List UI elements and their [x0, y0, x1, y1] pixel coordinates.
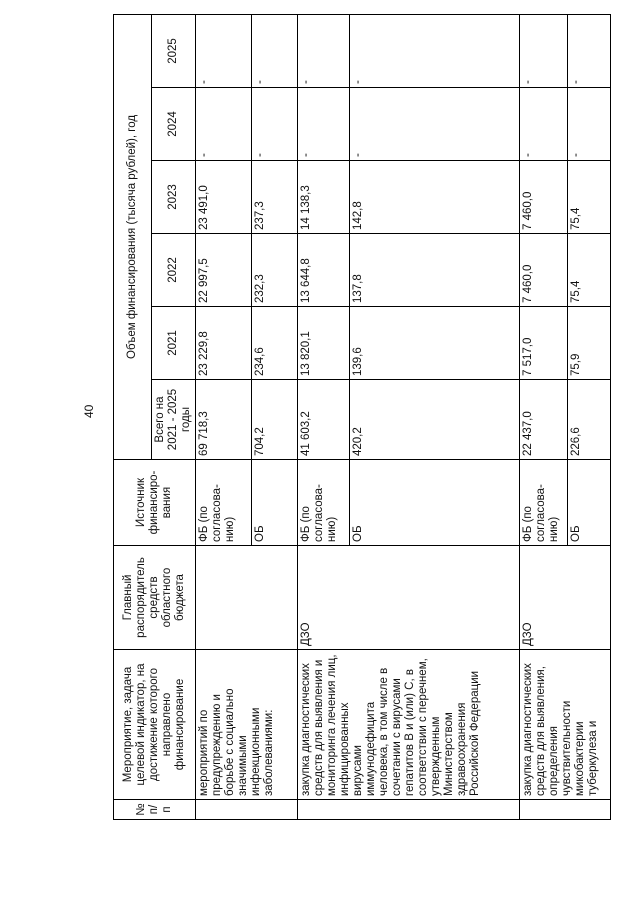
- row-value-2025: -: [196, 14, 252, 87]
- row-source: ОБ: [568, 460, 611, 546]
- header-num: № п/п: [114, 800, 196, 820]
- row-source: ФБ (по согласова-нию): [520, 460, 568, 546]
- header-total: Всего на 2021 - 2025 годы: [152, 380, 196, 460]
- table-row: [520, 14, 568, 819]
- row-activity: закупка диагностических средств для выявления, определения чувствительности микобактерии туберкулеза и: [520, 650, 611, 800]
- row-value-2025: -: [252, 14, 298, 87]
- row-num: [196, 800, 298, 820]
- row-value-2021: 23 229,8: [196, 307, 252, 380]
- row-value-2022: 13 644,8: [298, 234, 350, 307]
- row-value-2022: 137,8: [350, 234, 520, 307]
- row-value-2023: 7 460,0: [520, 161, 568, 234]
- row-source: ОБ: [350, 460, 520, 546]
- row-value-2021: 75,9: [568, 307, 611, 380]
- row-activity: мероприятий по предупреждению и борьбе с социально значимыми инфекционными заболеваниями:: [196, 650, 298, 800]
- row-value-2024: -: [520, 88, 568, 161]
- row-value-2023: 142,8: [350, 161, 520, 234]
- row-value-2025: -: [350, 14, 520, 87]
- row-value-2022: 22 997,5: [196, 234, 252, 307]
- row-total: 420,2: [350, 380, 520, 460]
- row-value-2024: -: [196, 88, 252, 161]
- header-year-2022: 2022: [152, 234, 196, 307]
- row-value-2021: 7 517,0: [520, 307, 568, 380]
- row-total: 41 603,2: [298, 380, 350, 460]
- table-row: [298, 14, 350, 819]
- funding-table: [113, 14, 611, 820]
- header-year-2023: 2023: [152, 161, 196, 234]
- row-value-2024: -: [298, 88, 350, 161]
- row-value-2023: 75,4: [568, 161, 611, 234]
- row-total: 704,2: [252, 380, 298, 460]
- row-value-2025: -: [520, 14, 568, 87]
- row-value-2024: -: [252, 88, 298, 161]
- row-value-2021: 234,6: [252, 307, 298, 380]
- row-value-2023: 14 138,3: [298, 161, 350, 234]
- row-value-2022: 7 460,0: [520, 234, 568, 307]
- row-value-2025: -: [298, 14, 350, 87]
- row-manager: [196, 546, 298, 650]
- row-source: ФБ (по согласова-нию): [196, 460, 252, 546]
- row-manager: ДЗО: [298, 546, 520, 650]
- row-activity: закупка диагностических средств для выявления и мониторинга лечения лиц, инфицированных вирусами иммунодефицита человека, в том числе в сочетании с вирусами гепатитов B и (или) C, в соответствии с перечнем, утвержденным Министерством здравоохранения Российской Федерации: [298, 650, 520, 800]
- header-funding-group: Объем финансирования (тысяча рублей), год: [114, 14, 152, 459]
- header-year-2021: 2021: [152, 307, 196, 380]
- row-num: [520, 800, 611, 820]
- row-value-2021: 13 820,1: [298, 307, 350, 380]
- row-total: 22 437,0: [520, 380, 568, 460]
- header-manager: Главный распорядитель средств областного бюджета: [114, 546, 196, 650]
- table-row: [196, 14, 252, 819]
- header-year-2025: 2025: [152, 14, 196, 87]
- row-value-2023: 23 491,0: [196, 161, 252, 234]
- row-manager: ДЗО: [520, 546, 611, 650]
- row-value-2025: -: [568, 14, 611, 87]
- row-source: ФБ (по согласова-нию): [298, 460, 350, 546]
- rotated-table-container: [113, 15, 608, 820]
- page-number: 40: [82, 404, 96, 418]
- row-value-2024: -: [350, 88, 520, 161]
- row-total: 226,6: [568, 380, 611, 460]
- header-year-2024: 2024: [152, 88, 196, 161]
- row-value-2022: 75,4: [568, 234, 611, 307]
- row-value-2024: -: [568, 88, 611, 161]
- row-value-2022: 232,3: [252, 234, 298, 307]
- row-value-2021: 139,6: [350, 307, 520, 380]
- row-total: 69 718,3: [196, 380, 252, 460]
- header-activity: Мероприятие, задача целевой индикатор, на достижение которого направлено финансирование: [114, 650, 196, 800]
- row-source: ОБ: [252, 460, 298, 546]
- row-value-2023: 237,3: [252, 161, 298, 234]
- row-num: [298, 800, 520, 820]
- header-source: Источник финансиро-вания: [114, 460, 196, 546]
